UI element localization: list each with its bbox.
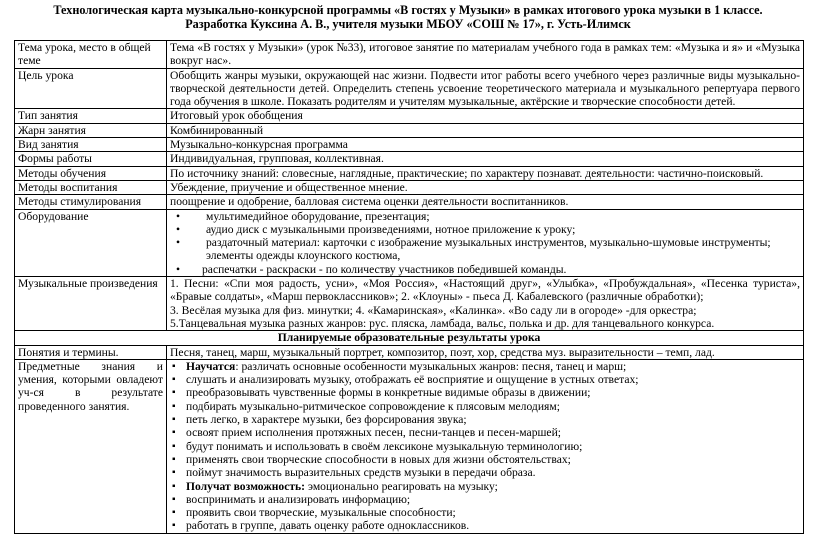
value-upbringing: Убеждение, приучение и общественное мнение.: [167, 180, 804, 194]
label-stimulation: Методы стимулирования: [15, 195, 167, 209]
label-upbringing: Методы воспитания: [15, 180, 167, 194]
list-item: ▪ воспринимать и анализировать информацию;: [170, 493, 800, 506]
row-upbringing: [15, 180, 804, 194]
list-item: ▪ проявить свои творческие, музыкальные способности;: [170, 506, 800, 519]
value-teaching: По источнику знаний: словесные, наглядные, практические; по характеру познават. деятельности: частично-поисковый.: [167, 166, 804, 180]
list-item: • распечатки - раскраски - по количеству участников победившей команды.: [170, 263, 800, 276]
label-genre: Жарн занятия: [15, 123, 167, 137]
row-stimulation: [15, 195, 804, 209]
list-item: ▪ работать в группе, давать оценку работе одноклассников.: [170, 519, 800, 532]
learn-heading: Научатся: [186, 359, 236, 373]
list-item: ▪ слушать и анализировать музыку, отображать её восприятие и ощущение в устных ответах;: [170, 373, 800, 386]
list-item: ▪ подбирать музыкально-ритмическое сопровождение к плясовым мелодиям;: [170, 400, 800, 413]
list-item: ▪ преобразовывать чувственные формы в конкретные видимые образы в движении;: [170, 386, 800, 399]
row-teaching: [15, 166, 804, 180]
label-teaching: Методы обучения: [15, 166, 167, 180]
label-equipment: Оборудование: [15, 209, 167, 276]
label-subject: Предметные знания и умения, которыми овладеют уч-ся в результате проведенного занятия.: [15, 359, 167, 533]
document-title: [0, 0, 816, 38]
list-item: ▪ освоят прием исполнения протяжных песен, песни-танцев и песен-маршей;: [170, 426, 800, 439]
label-topic: Тема урока, место в общей теме: [15, 41, 167, 69]
list-item: [170, 360, 800, 373]
list-item: • мультимедийное оборудование, презентация;: [170, 210, 800, 223]
value-equipment: [167, 209, 804, 276]
label-forms: Формы работы: [15, 152, 167, 166]
label-music: Музыкальные произведения: [15, 277, 167, 331]
value-genre: Комбинированный: [167, 123, 804, 137]
label-kind: Вид занятия: [15, 138, 167, 152]
learn-heading-text: : различать основные особенности музыкальных жанров: песня, танец и марш;: [235, 359, 627, 373]
equipment-list: [170, 210, 800, 276]
list-item: ▪ применять свои творческие способности в новых для жизни обстоятельствах;: [170, 453, 800, 466]
list-item: элементы одежды клоунского костюма,: [206, 249, 401, 263]
row-equipment: [15, 209, 804, 276]
row-kind: [15, 138, 804, 152]
row-subject: [15, 359, 804, 533]
music-line: 5.Танцевальная музыка разных жанров: рус. пляска, ламбада, вальс, полька и др. для танцевального конкурса.: [170, 316, 715, 330]
chance-heading-text: эмоционально реагировать на музыку;: [305, 479, 498, 493]
row-topic: [15, 41, 804, 69]
value-type: Итоговый урок обобщения: [167, 109, 804, 123]
value-stimulation: поощрение и одобрение, балловая система оценки деятельности воспитанников.: [167, 195, 804, 209]
list-item: • аудио диск с музыкальными произведениями, нотное приложение к уроку;: [170, 223, 800, 236]
lesson-plan-table: [14, 40, 804, 534]
list-item: ▪ будут понимать и использовать в своём лексиконе музыкальную терминологию;: [170, 440, 800, 453]
list-item: ▪ петь легко, в характере музыки, без форсирования звука;: [170, 413, 800, 426]
value-topic: Тема «В гостях у Музыки» (урок №33), итоговое занятие по материалам учебного года в рамках тем: «Музыка и я» и «Музыка вокруг нас».: [167, 41, 804, 69]
row-terms: [15, 345, 804, 359]
label-terms: Понятия и термины.: [15, 345, 167, 359]
value-forms: Индивидуальная, групповая, коллективная.: [167, 152, 804, 166]
row-forms: [15, 152, 804, 166]
music-line: 3. Весёлая музыка для физ. минутки; 4. «Камаринская», «Калинка». «Во саду ли в огороде» -для оркестра;: [170, 303, 697, 317]
music-line: 1. Песни: «Спи моя радость, усни», «Моя Россия», «Настоящий друг», «Улыбка», «Пробуждальная», «Песенка туриста», «Бравые солдаты», «Марш первоклассников»; 2. «Клоуны» - пьеса Д. Кабалевского (различные обработки);: [170, 277, 800, 304]
chance-heading: Получат возможность:: [186, 479, 306, 493]
value-music: [167, 277, 804, 331]
skills-list: [170, 360, 800, 533]
label-type: Тип занятия: [15, 109, 167, 123]
row-music: [15, 277, 804, 331]
row-results-header: [15, 331, 804, 345]
list-item: ▪ поймут значимость выразительных средств музыки в передачи образа.: [170, 466, 800, 479]
label-goal: Цель урока: [15, 68, 167, 109]
title-line-2: Разработка Куксина А. В., учителя музыки МБОУ «СОШ № 17», г. Усть-Илимск: [185, 17, 631, 31]
list-item: [170, 480, 800, 493]
title-line-1: Технологическая карта музыкально-конкурсной программы «В гостях у Музыки» в рамках итогового урока музыки в 1 классе.: [53, 3, 763, 17]
value-goal: Обобщить жанры музыки, окружающей нас жизни. Подвести итог работы всего учебного через различные виды музыкально-творческой деятельности детей. Определить степень усвоение теоретического материала и музыкального репертуара первого года обучения в школе. Показать родителям и учителям музыкальные, актёрские и творческие способности детей.: [167, 68, 804, 109]
row-genre: [15, 123, 804, 137]
value-subject: [167, 359, 804, 533]
row-goal: [15, 68, 804, 109]
results-header: Планируемые образовательные результаты урока: [15, 331, 804, 345]
row-type: [15, 109, 804, 123]
list-item: • раздаточный материал: карточки с изображение музыкальных инструментов, музыкально-шумовые инструменты;: [170, 236, 800, 249]
value-terms: Песня, танец, марш, музыкальный портрет, композитор, поэт, хор, средства муз. выразительности – темп, лад.: [167, 345, 804, 359]
value-kind: Музыкально-конкурсная программа: [167, 138, 804, 152]
